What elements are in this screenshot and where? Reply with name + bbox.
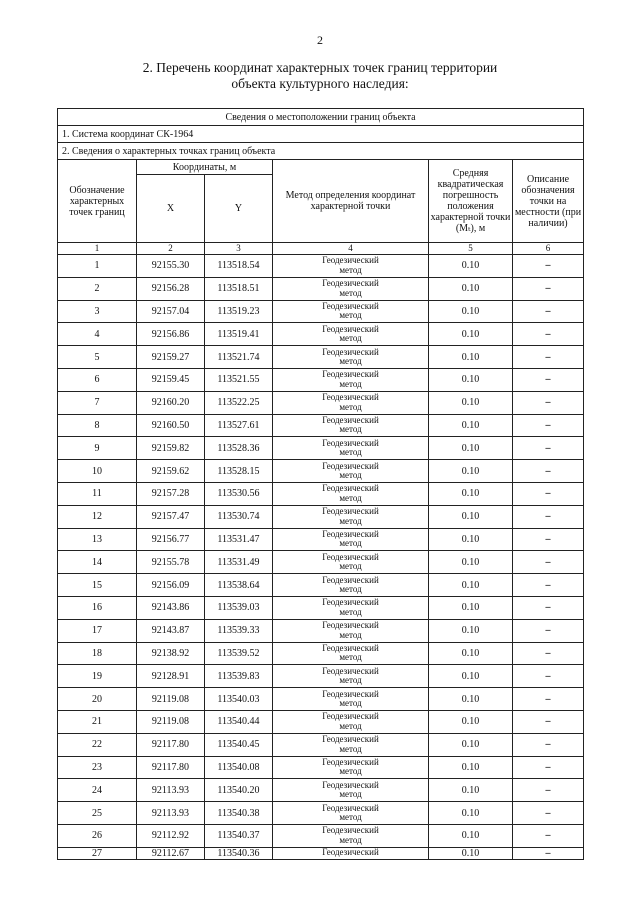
coord-x-cell: 92112.67 xyxy=(137,847,205,859)
method-line-1: Геодезический xyxy=(322,711,379,722)
method-cell xyxy=(273,460,429,483)
accuracy-cell: 0.10 xyxy=(429,528,513,551)
table-row xyxy=(58,437,584,460)
method-cell xyxy=(273,277,429,300)
description-cell: – xyxy=(513,528,584,551)
table-row xyxy=(58,346,584,369)
accuracy-cell: 0.10 xyxy=(429,802,513,825)
point-number-cell: 24 xyxy=(58,779,137,802)
description-cell: – xyxy=(513,551,584,574)
header-description: Описание обозначения точки на местности (при наличии) xyxy=(513,160,584,243)
table-row xyxy=(58,847,584,859)
point-number-cell: 5 xyxy=(58,346,137,369)
coord-y-cell: 113539.52 xyxy=(205,642,273,665)
method-cell xyxy=(273,414,429,437)
method-line-1: Геодезический xyxy=(322,734,379,745)
method-line-2: метод xyxy=(339,629,362,640)
coord-x-cell: 92112.92 xyxy=(137,824,205,847)
method-line-1: Геодезический xyxy=(322,392,379,403)
coord-x-cell: 92157.28 xyxy=(137,482,205,505)
description-cell: – xyxy=(513,619,584,642)
method-line-2: метод xyxy=(339,834,362,845)
column-number-row xyxy=(58,243,584,255)
method-line-1: Геодезический xyxy=(322,665,379,676)
method-line-1: Геодезический xyxy=(322,323,379,334)
method-line-2: метод xyxy=(339,264,362,275)
method-line-2: метод xyxy=(339,789,362,800)
method-line-1: Геодезический xyxy=(322,255,379,266)
description-cell: – xyxy=(513,574,584,597)
accuracy-cell: 0.10 xyxy=(429,460,513,483)
method-line-2: метод xyxy=(339,561,362,572)
coord-y-cell: 113530.56 xyxy=(205,482,273,505)
method-cell xyxy=(273,300,429,323)
table-row xyxy=(58,596,584,619)
method-cell xyxy=(273,574,429,597)
coord-x-cell: 92143.87 xyxy=(137,619,205,642)
accuracy-cell: 0.10 xyxy=(429,323,513,346)
table-row xyxy=(58,323,584,346)
table-row xyxy=(58,528,584,551)
coord-y-cell: 113539.83 xyxy=(205,665,273,688)
coord-x-cell: 92138.92 xyxy=(137,642,205,665)
table-row xyxy=(58,802,584,825)
coord-x-cell: 92157.04 xyxy=(137,300,205,323)
table-row xyxy=(58,368,584,391)
accuracy-cell: 0.10 xyxy=(429,551,513,574)
method-line-1: Геодезический xyxy=(322,802,379,813)
coord-x-cell: 92160.20 xyxy=(137,391,205,414)
accuracy-cell: 0.10 xyxy=(429,733,513,756)
point-number-cell: 1 xyxy=(58,255,137,278)
coord-y-cell: 113531.47 xyxy=(205,528,273,551)
coord-y-cell: 113518.51 xyxy=(205,277,273,300)
coord-y-cell: 113519.23 xyxy=(205,300,273,323)
point-number-cell: 12 xyxy=(58,505,137,528)
coord-x-cell: 92159.82 xyxy=(137,437,205,460)
point-number-cell: 6 xyxy=(58,368,137,391)
method-line-2: метод xyxy=(339,470,362,481)
method-line-2: метод xyxy=(339,538,362,549)
point-number-cell: 23 xyxy=(58,756,137,779)
coord-x-cell: 92143.86 xyxy=(137,596,205,619)
accuracy-cell: 0.10 xyxy=(429,688,513,711)
coord-y-cell: 113540.36 xyxy=(205,847,273,859)
method-cell xyxy=(273,505,429,528)
accuracy-cell: 0.10 xyxy=(429,665,513,688)
description-cell: – xyxy=(513,665,584,688)
coord-y-cell: 113538.64 xyxy=(205,574,273,597)
accuracy-cell: 0.10 xyxy=(429,437,513,460)
description-cell: – xyxy=(513,847,584,859)
method-cell xyxy=(273,619,429,642)
accuracy-cell: 0.10 xyxy=(429,619,513,642)
description-cell: – xyxy=(513,414,584,437)
coord-x-cell: 92160.50 xyxy=(137,414,205,437)
description-cell: – xyxy=(513,368,584,391)
coord-y-cell: 113540.08 xyxy=(205,756,273,779)
table-row xyxy=(58,414,584,437)
header-y: Y xyxy=(205,175,273,243)
table-row xyxy=(58,642,584,665)
method-line-2: метод xyxy=(339,584,362,595)
method-cell xyxy=(273,323,429,346)
coord-y-cell: 113521.74 xyxy=(205,346,273,369)
point-number-cell: 21 xyxy=(58,710,137,733)
document-title xyxy=(0,60,640,92)
column-number: 2 xyxy=(137,243,205,255)
description-cell: – xyxy=(513,460,584,483)
method-cell xyxy=(273,391,429,414)
coord-x-cell: 92119.08 xyxy=(137,688,205,711)
point-number-cell: 9 xyxy=(58,437,137,460)
description-cell: – xyxy=(513,277,584,300)
method-cell xyxy=(273,665,429,688)
method-line-2: метод xyxy=(339,287,362,298)
coord-y-cell: 113519.41 xyxy=(205,323,273,346)
coord-x-cell: 92159.62 xyxy=(137,460,205,483)
description-cell: – xyxy=(513,323,584,346)
accuracy-cell: 0.10 xyxy=(429,710,513,733)
accuracy-cell: 0.10 xyxy=(429,596,513,619)
coord-x-cell: 92119.08 xyxy=(137,710,205,733)
method-line-1: Геодезический xyxy=(322,597,379,608)
accuracy-cell: 0.10 xyxy=(429,277,513,300)
method-line-1: Геодезический xyxy=(322,528,379,539)
accuracy-cell: 0.10 xyxy=(429,300,513,323)
section-title: Сведения о местоположении границ объекта xyxy=(58,109,584,126)
coord-y-cell: 113540.03 xyxy=(205,688,273,711)
description-cell: – xyxy=(513,710,584,733)
point-number-cell: 14 xyxy=(58,551,137,574)
description-cell: – xyxy=(513,505,584,528)
point-number-cell: 13 xyxy=(58,528,137,551)
coord-system: 1. Система координат СК-1964 xyxy=(58,126,584,143)
method-line-2: метод xyxy=(339,378,362,389)
column-number: 6 xyxy=(513,243,584,255)
coord-x-cell: 92113.93 xyxy=(137,779,205,802)
method-line-2: метод xyxy=(339,698,362,709)
method-line-1: Геодезический xyxy=(322,346,379,357)
accuracy-cell: 0.10 xyxy=(429,847,513,859)
coord-y-cell: 113521.55 xyxy=(205,368,273,391)
method-line-1: Геодезический xyxy=(322,300,379,311)
method-line-1: Геодезический xyxy=(322,278,379,289)
method-line-2: метод xyxy=(339,606,362,617)
method-cell xyxy=(273,733,429,756)
method-line-1: Геодезический xyxy=(322,642,379,653)
description-cell: – xyxy=(513,756,584,779)
coord-y-cell: 113527.61 xyxy=(205,414,273,437)
method-line-1: Геодезический xyxy=(322,414,379,425)
column-number: 4 xyxy=(273,243,429,255)
description-cell: – xyxy=(513,437,584,460)
coord-y-cell: 113539.33 xyxy=(205,619,273,642)
accuracy-cell: 0.10 xyxy=(429,482,513,505)
column-number: 5 xyxy=(429,243,513,255)
point-number-cell: 8 xyxy=(58,414,137,437)
coord-y-cell: 113528.15 xyxy=(205,460,273,483)
method-cell xyxy=(273,802,429,825)
table-row xyxy=(58,733,584,756)
table-row xyxy=(58,756,584,779)
method-line-2: метод xyxy=(339,424,362,435)
method-line-1: Геодезический xyxy=(322,779,379,790)
accuracy-cell: 0.10 xyxy=(429,824,513,847)
table-row xyxy=(58,619,584,642)
accuracy-cell: 0.10 xyxy=(429,642,513,665)
table-row xyxy=(58,300,584,323)
method-cell xyxy=(273,596,429,619)
table-row xyxy=(58,505,584,528)
coord-y-cell: 113531.49 xyxy=(205,551,273,574)
method-cell xyxy=(273,437,429,460)
method-line-1: Геодезический xyxy=(322,460,379,471)
point-number-cell: 22 xyxy=(58,733,137,756)
method-cell xyxy=(273,779,429,802)
table-row xyxy=(58,482,584,505)
point-number-cell: 19 xyxy=(58,665,137,688)
description-cell: – xyxy=(513,596,584,619)
method-line-2: метод xyxy=(339,492,362,503)
method-cell xyxy=(273,368,429,391)
description-cell: – xyxy=(513,346,584,369)
coord-x-cell: 92117.80 xyxy=(137,756,205,779)
coord-x-cell: 92155.78 xyxy=(137,551,205,574)
method-line-1: Геодезический xyxy=(322,574,379,585)
column-number: 1 xyxy=(58,243,137,255)
method-cell xyxy=(273,847,429,859)
description-cell: – xyxy=(513,733,584,756)
method-line-1: Геодезический xyxy=(322,506,379,517)
method-line-1: Геодезический xyxy=(322,847,379,858)
method-line-2: метод xyxy=(339,720,362,731)
point-number-cell: 11 xyxy=(58,482,137,505)
method-line-1: Геодезический xyxy=(322,756,379,767)
description-cell: – xyxy=(513,779,584,802)
header-x: X xyxy=(137,175,205,243)
accuracy-cell: 0.10 xyxy=(429,391,513,414)
point-number-cell: 15 xyxy=(58,574,137,597)
method-cell xyxy=(273,710,429,733)
point-number-cell: 16 xyxy=(58,596,137,619)
accuracy-cell: 0.10 xyxy=(429,255,513,278)
accuracy-cell: 0.10 xyxy=(429,505,513,528)
method-cell xyxy=(273,346,429,369)
method-line-1: Геодезический xyxy=(322,620,379,631)
coord-y-cell: 113540.20 xyxy=(205,779,273,802)
coord-x-cell: 92156.28 xyxy=(137,277,205,300)
point-number-cell: 26 xyxy=(58,824,137,847)
description-cell: – xyxy=(513,688,584,711)
method-line-1: Геодезический xyxy=(322,551,379,562)
method-cell xyxy=(273,824,429,847)
description-cell: – xyxy=(513,824,584,847)
table-row xyxy=(58,391,584,414)
table-row xyxy=(58,710,584,733)
table-row xyxy=(58,665,584,688)
method-line-2: метод xyxy=(339,333,362,344)
coord-x-cell: 92155.30 xyxy=(137,255,205,278)
table-row xyxy=(58,277,584,300)
coord-x-cell: 92113.93 xyxy=(137,802,205,825)
accuracy-cell: 0.10 xyxy=(429,574,513,597)
point-number-cell: 7 xyxy=(58,391,137,414)
coord-y-cell: 113540.45 xyxy=(205,733,273,756)
coord-y-cell: 113530.74 xyxy=(205,505,273,528)
point-number-cell: 27 xyxy=(58,847,137,859)
description-cell: – xyxy=(513,391,584,414)
description-cell: – xyxy=(513,802,584,825)
method-cell xyxy=(273,255,429,278)
method-line-2: метод xyxy=(339,356,362,367)
point-number-cell: 4 xyxy=(58,323,137,346)
page-number: 2 xyxy=(317,33,323,47)
method-cell xyxy=(273,482,429,505)
coord-x-cell: 92159.45 xyxy=(137,368,205,391)
description-cell: – xyxy=(513,482,584,505)
point-number-cell: 20 xyxy=(58,688,137,711)
accuracy-cell: 0.10 xyxy=(429,414,513,437)
coord-x-cell: 92156.86 xyxy=(137,323,205,346)
coord-y-cell: 113540.44 xyxy=(205,710,273,733)
title-line-1: 2. Перечень координат характерных точек границ территории xyxy=(142,60,498,75)
point-number-cell: 18 xyxy=(58,642,137,665)
table-row xyxy=(58,574,584,597)
method-line-1: Геодезический xyxy=(322,437,379,448)
coord-y-cell: 113528.36 xyxy=(205,437,273,460)
accuracy-cell: 0.10 xyxy=(429,779,513,802)
column-number: 3 xyxy=(205,243,273,255)
table-row xyxy=(58,551,584,574)
method-cell xyxy=(273,551,429,574)
coord-y-cell: 113539.03 xyxy=(205,596,273,619)
method-line-2: метод xyxy=(339,743,362,754)
coord-x-cell: 92128.91 xyxy=(137,665,205,688)
coord-x-cell: 92159.27 xyxy=(137,346,205,369)
coord-y-cell: 113540.37 xyxy=(205,824,273,847)
method-line-2: метод xyxy=(339,310,362,321)
method-line-1: Геодезический xyxy=(322,483,379,494)
method-cell xyxy=(273,688,429,711)
table-row xyxy=(58,688,584,711)
coord-x-cell: 92156.77 xyxy=(137,528,205,551)
method-line-1: Геодезический xyxy=(322,688,379,699)
method-line-2: метод xyxy=(339,812,362,823)
header-coordinates: Координаты, м xyxy=(137,160,273,175)
coord-x-cell: 92156.09 xyxy=(137,574,205,597)
coord-x-cell: 92117.80 xyxy=(137,733,205,756)
method-line-2: метод xyxy=(339,447,362,458)
accuracy-cell: 0.10 xyxy=(429,368,513,391)
points-info: 2. Сведения о характерных точках границ объекта xyxy=(58,143,584,160)
coordinates-table xyxy=(57,108,584,860)
title-line-2: объекта культурного наследия: xyxy=(231,76,409,91)
coord-x-cell: 92157.47 xyxy=(137,505,205,528)
header-point-designation: Обозначение характерных точек границ xyxy=(58,160,137,243)
accuracy-cell: 0.10 xyxy=(429,346,513,369)
table-row xyxy=(58,460,584,483)
method-line-2: метод xyxy=(339,675,362,686)
method-line-2: метод xyxy=(339,515,362,526)
point-number-cell: 3 xyxy=(58,300,137,323)
accuracy-cell: 0.10 xyxy=(429,756,513,779)
point-number-cell: 17 xyxy=(58,619,137,642)
table-row xyxy=(58,779,584,802)
method-line-1: Геодезический xyxy=(322,825,379,836)
point-number-cell: 2 xyxy=(58,277,137,300)
table-row xyxy=(58,255,584,278)
method-line-2: метод xyxy=(339,652,362,663)
method-cell xyxy=(273,642,429,665)
description-cell: – xyxy=(513,300,584,323)
method-cell xyxy=(273,528,429,551)
header-method: Метод определения координат характерной точки xyxy=(273,160,429,243)
header-accuracy: Средняя квадратическая погрешность положения характерной точки (Mₜ), м xyxy=(429,160,513,243)
coord-y-cell: 113540.38 xyxy=(205,802,273,825)
table-row xyxy=(58,824,584,847)
method-line-2: метод xyxy=(339,401,362,412)
point-number-cell: 25 xyxy=(58,802,137,825)
method-cell xyxy=(273,756,429,779)
description-cell: – xyxy=(513,255,584,278)
description-cell: – xyxy=(513,642,584,665)
method-line-2: метод xyxy=(339,766,362,777)
coord-y-cell: 113518.54 xyxy=(205,255,273,278)
point-number-cell: 10 xyxy=(58,460,137,483)
method-line-1: Геодезический xyxy=(322,369,379,380)
coord-y-cell: 113522.25 xyxy=(205,391,273,414)
